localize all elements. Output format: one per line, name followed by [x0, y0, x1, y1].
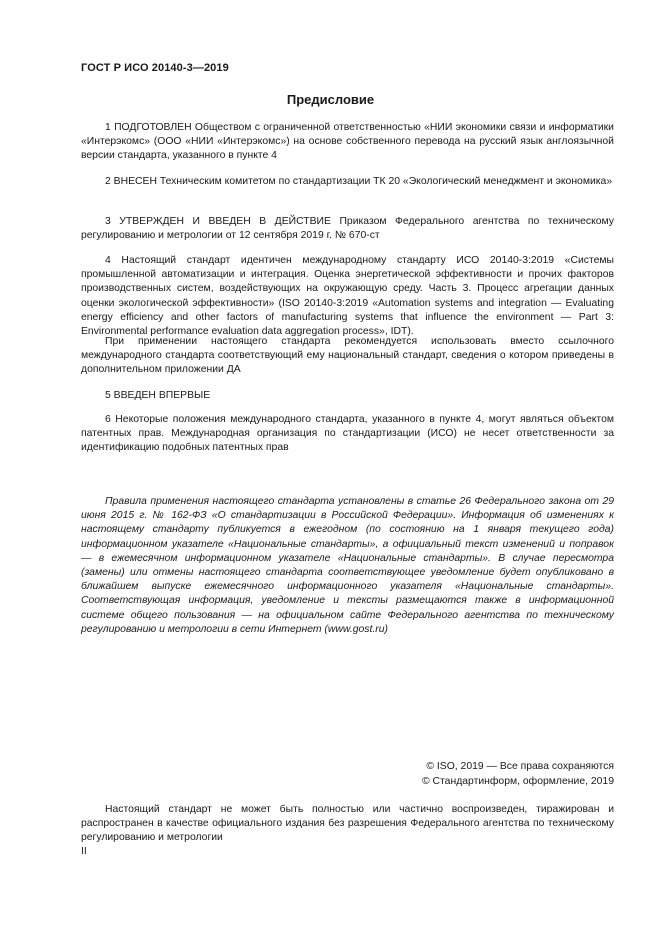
paragraph-introduced-first: [81, 389, 614, 403]
paragraph-identical-standard: [81, 254, 614, 339]
paragraph-text: 1 ПОДГОТОВЛЕН Обществом с ограниченной ответственностью «НИИ экономики связи и информатики «Интерэкомс» (ООО «НИИ «Интерэкомс») на основе собственного перевода на русский язык англоязычной версии стандарта, указанного в пункте 4: [81, 122, 614, 162]
paragraph-text: 2 ВНЕСЕН Техническим комитетом по стандартизации ТК 20 «Экологический менеджмент и экономика»: [105, 176, 613, 187]
paragraph-patent-rights: [81, 413, 614, 456]
paragraph-text: При применении настоящего стандарта рекомендуется использовать вместо ссылочного международного стандарта соответствующий ему национальный стандарт, сведения о котором приведены в дополнительном приложении ДА: [81, 336, 614, 376]
paragraph-prepared-by: [81, 121, 614, 164]
notice-text: Правила применения настоящего стандарта установлены в статье 26 Федерального закона от 29 июня 2015 г. № 162-ФЗ «О стандартизации в Российской Федерации». Информация об изменениях к настоящему стандарту публикуется в ежегодном (по состоянию на 1 января текущего года) информационном указателе «Национальные стандарты», а официальный текст изменений и поправок — в ежемесячном информационном указателе «Национальные стандарты». В случае пересмотра (замены) или отмены настоящего стандарта соответствующее уведомление будет опубликовано в ближайшем выпуске ежемесячного информационного указателя «Национальные стандарты». Соответствующая информация, уведомление и тексты размещаются также в информационной системе общего пользования — на официальном сайте Федерального агентства по техническому регулированию и метрологии в сети Интернет (www.gost.ru): [81, 496, 614, 635]
section-title-foreword: Предисловие: [286, 92, 375, 107]
paragraph-text: 4 Настоящий стандарт идентичен международному стандарту ИСО 20140-3:2019 «Системы промышленной автоматизации и интеграция. Оценка энергетической эффективности и прочих факторов производственных систем, воздействующих на окружающую среду. Часть 3. Процесс агрегации данных оценки экологической эффективности» (ISO 20140-3:2019 «Automation systems and integration — Evaluating energy efficiency and other factors of manufacturing systems that influence the environment — Part 3: Environmental performance evaluation data aggregation process», IDT).: [81, 255, 614, 338]
copyright-iso: © ISO, 2019 — Все права сохраняются: [426, 761, 614, 772]
reproduction-notice: [81, 803, 614, 846]
copyright-standartinform: © Стандартинформ, оформление, 2019: [421, 775, 614, 787]
paragraph-text: 3 УТВЕРЖДЕН И ВВЕДЕН В ДЕЙСТВИЕ Приказом Федерального агентства по техническому регулированию и метрологии от 12 сентября 2019 г. № 670-ст: [81, 216, 614, 242]
paragraph-text: 6 Некоторые положения международного стандарта, указанного в пункте 4, могут являться объектом патентных прав. Международная организация по стандартизации (ИСО) не несет ответственности за идентификацию подобных патентных прав: [81, 414, 614, 454]
standard-code-header: ГОСТ Р ИСО 20140-3—2019: [81, 62, 229, 74]
reproduction-text: Настоящий стандарт не может быть полностью или частично воспроизведен, тиражирован и распространен в качестве официального издания без разрешения Федерального агентства по техническому регулированию и метрологии: [81, 804, 614, 844]
paragraph-submitted-by: [81, 175, 614, 189]
page-number: II: [81, 846, 87, 857]
paragraph-text: 5 ВВЕДЕН ВПЕРВЫЕ: [105, 390, 211, 401]
paragraph-approved: [81, 215, 614, 243]
application-rules-notice: [81, 495, 614, 637]
copyright-block: [422, 760, 614, 789]
paragraph-application-note: [81, 335, 614, 378]
